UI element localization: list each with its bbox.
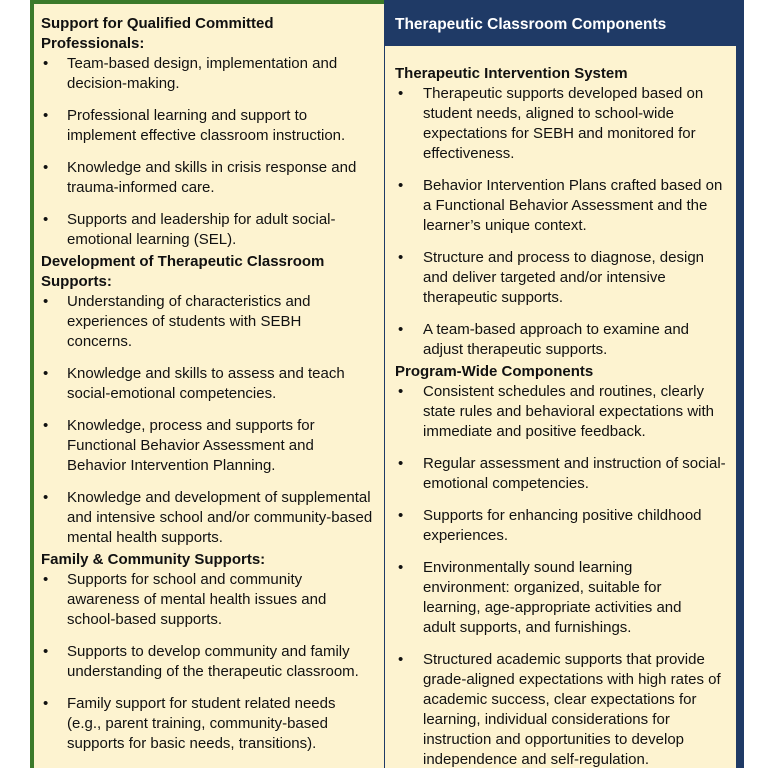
list-item: • Supports for enhancing positive childhood experiences. bbox=[395, 506, 728, 546]
list-family-community bbox=[41, 570, 380, 754]
list-item: • Supports for school and community awareness of mental health issues and school-based supports. bbox=[41, 570, 380, 630]
section-title-intervention-system: Therapeutic Intervention System bbox=[395, 65, 628, 82]
list-item: • Structured academic supports that provide grade-aligned expectations with high rates of academic success, clear expectations for learning, individual considerations for instruction and opportunities to develop independence and self-regulation. bbox=[395, 650, 728, 768]
right-column-header: Therapeutic Classroom Components bbox=[385, 4, 736, 46]
list-item: • Structure and process to diagnose, design and deliver targeted and/or intensive therapeutic supports. bbox=[395, 248, 728, 308]
list-classroom-supports bbox=[41, 292, 380, 548]
left-column-content bbox=[34, 4, 384, 754]
list-item: • Knowledge and skills to assess and teach social-emotional competencies. bbox=[41, 364, 380, 404]
section-title-program-wide: Program-Wide Components bbox=[395, 363, 594, 380]
list-item: • Supports and leadership for adult social-emotional learning (SEL). bbox=[41, 210, 380, 250]
right-column-content bbox=[385, 46, 736, 768]
list-item: • Regular assessment and instruction of social-emotional competencies. bbox=[395, 454, 728, 494]
list-qualified-professionals bbox=[41, 54, 380, 250]
list-item: • Behavior Intervention Plans crafted based on a Functional Behavior Assessment and the learner’s unique context. bbox=[395, 176, 728, 236]
list-item: • Consistent schedules and routines, clearly state rules and behavioral expectations with immediate and positive feedback. bbox=[395, 382, 728, 442]
list-item: • A team-based approach to examine and adjust therapeutic supports. bbox=[395, 320, 728, 360]
list-item: • Understanding of characteristics and experiences of students with SEBH concerns. bbox=[41, 292, 380, 352]
left-column bbox=[30, 0, 384, 768]
list-item: • Family support for student related needs (e.g., parent training, community-based supports for basic needs, transitions). bbox=[41, 694, 380, 754]
section-title-classroom-supports: Development of Therapeutic Classroom Supports: bbox=[41, 253, 325, 290]
list-item: • Knowledge, process and supports for Functional Behavior Assessment and Behavior Intervention Planning. bbox=[41, 416, 380, 476]
list-intervention-system bbox=[395, 84, 728, 360]
list-item: • Knowledge and skills in crisis response and trauma-informed care. bbox=[41, 158, 380, 198]
right-column bbox=[384, 0, 744, 768]
list-item: • Professional learning and support to implement effective classroom instruction. bbox=[41, 106, 380, 146]
list-item: • Knowledge and development of supplemental and intensive school and/or community-based mental health supports. bbox=[41, 488, 380, 548]
list-item: • Therapeutic supports developed based on student needs, aligned to school-wide expectations for SEBH and monitored for effectiveness. bbox=[395, 84, 728, 164]
section-title-family-community: Family & Community Supports: bbox=[41, 551, 266, 568]
list-item: • Environmentally sound learning environment: organized, suitable for learning, age-appropriate activities and adult supports, and furnishings. bbox=[395, 558, 728, 638]
list-program-wide bbox=[395, 382, 728, 768]
section-title-qualified-professionals: Support for Qualified Committed Professionals: bbox=[41, 15, 274, 52]
list-item: • Team-based design, implementation and decision-making. bbox=[41, 54, 380, 94]
list-item: • Supports to develop community and family understanding of the therapeutic classroom. bbox=[41, 642, 380, 682]
